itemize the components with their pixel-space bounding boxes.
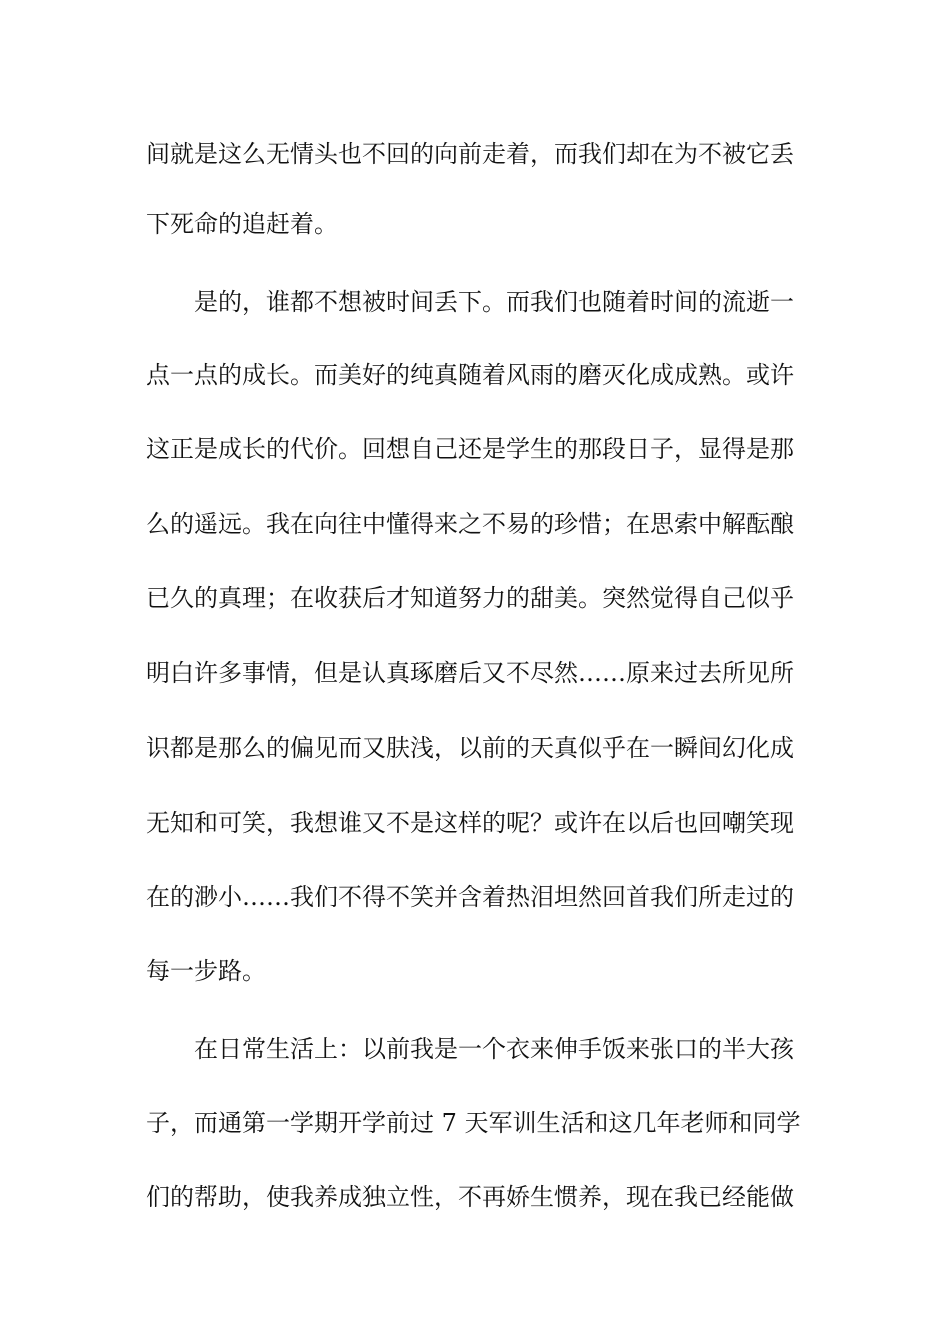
text-line: 下死命的追赶着。 bbox=[146, 210, 338, 238]
text-line: 在的渺小……我们不得不笑并含着热泪坦然回首我们所走过的 bbox=[146, 883, 794, 911]
text-line: 这正是成长的代价。回想自己还是学生的那段日子，显得是那 bbox=[146, 435, 794, 463]
text-line: 无知和可笑，我想谁又不是这样的呢？或许在以后也回嘲笑现 bbox=[146, 809, 794, 837]
text-line: 明白许多事情，但是认真琢磨后又不尽然……原来过去所见所 bbox=[146, 659, 794, 687]
text-line: 点一点的成长。而美好的纯真随着风雨的磨灭化成成熟。或许 bbox=[146, 361, 794, 389]
text-line: 是的，谁都不想被时间丢下。而我们也随着时间的流逝一 bbox=[146, 288, 794, 316]
text-line: 在日常生活上：以前我是一个衣来伸手饭来张口的半大孩 bbox=[146, 1035, 794, 1063]
text-line: 每一步路。 bbox=[146, 957, 266, 985]
text-line: 子，而通第一学期开学前过 7 天军训生活和这几年老师和同学 bbox=[146, 1109, 801, 1137]
text-line: 已久的真理；在收获后才知道努力的甜美。突然觉得自己似乎 bbox=[146, 584, 794, 612]
text-line: 间就是这么无情头也不回的向前走着，而我们却在为不被它丢 bbox=[146, 140, 794, 168]
text-line: 识都是那么的偏见而又肤浅，以前的天真似乎在一瞬间幻化成 bbox=[146, 734, 794, 762]
text-line: 么的遥远。我在向往中懂得来之不易的珍惜；在思索中解酝酿 bbox=[146, 510, 794, 538]
text-line: 们的帮助，使我养成独立性，不再娇生惯养，现在我已经能做 bbox=[146, 1183, 794, 1211]
